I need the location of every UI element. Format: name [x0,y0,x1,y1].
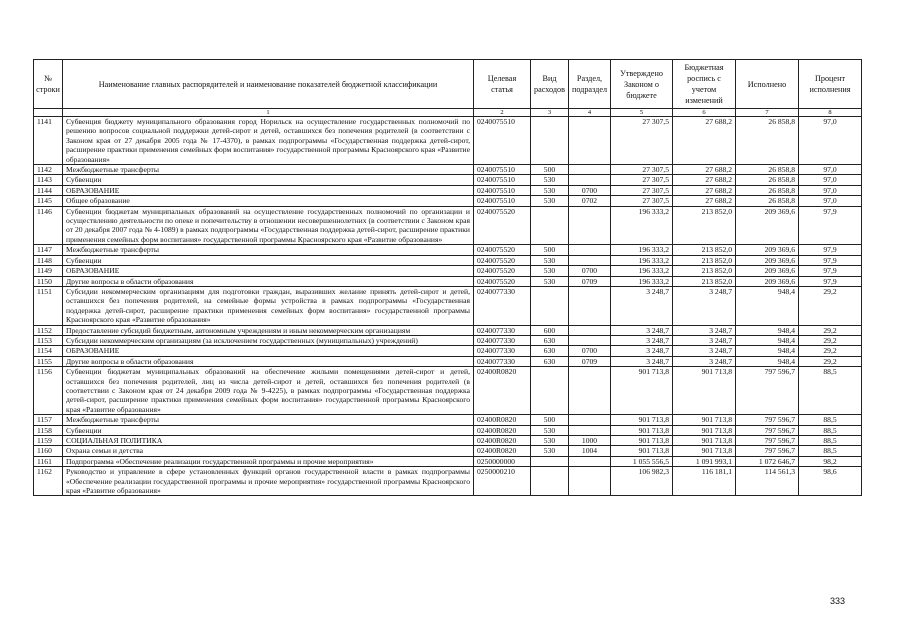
table-row [34,117,862,165]
approved-cell: 27 307,5 [611,165,673,175]
target-article-cell: 0240077330 [474,356,531,366]
executed-cell: 948,4 [736,356,799,366]
section-cell [569,415,611,425]
expense-type-cell: 530 [531,196,569,206]
target-article-cell: 02400R0820 [474,415,531,425]
row-number-cell: 1161 [34,456,63,466]
percent-cell: 97,0 [799,185,862,195]
name-cell: Субвенции [63,175,474,185]
expense-type-cell: 530 [531,276,569,286]
table-row [34,335,862,345]
percent-cell: 29,2 [799,346,862,356]
name-cell: Субвенции [63,425,474,435]
row-number-cell: 1143 [34,175,63,185]
section-cell [569,467,611,496]
approved-cell: 3 248,7 [611,325,673,335]
section-cell [569,335,611,345]
budget-schedule-cell: 1 091 993,1 [673,456,736,466]
approved-cell: 106 982,3 [611,467,673,496]
approved-cell: 901 713,8 [611,415,673,425]
approved-cell: 27 307,5 [611,117,673,165]
table-row [34,456,862,466]
expense-type-cell: 530 [531,266,569,276]
section-cell [569,245,611,255]
target-article-cell: 02400R0820 [474,446,531,456]
target-article-cell: 0250000210 [474,467,531,496]
percent-cell: 88,5 [799,425,862,435]
table-row [34,185,862,195]
percent-cell: 29,2 [799,325,862,335]
percent-cell: 88,5 [799,415,862,425]
percent-cell: 29,2 [799,335,862,345]
column-number [34,109,63,117]
expense-type-cell [531,467,569,496]
column-number: 3 [531,109,569,117]
section-cell: 0700 [569,346,611,356]
approved-cell: 196 333,2 [611,266,673,276]
name-cell: Межбюджетные трансферты [63,165,474,175]
budget-schedule-cell: 213 852,0 [673,266,736,276]
budget-schedule-cell: 3 248,7 [673,356,736,366]
section-cell: 0709 [569,356,611,366]
expense-type-cell: 500 [531,165,569,175]
table-row [34,206,862,245]
approved-cell: 27 307,5 [611,196,673,206]
section-cell: 1004 [569,446,611,456]
name-cell: Общее образование [63,196,474,206]
budget-schedule-cell: 27 688,2 [673,175,736,185]
section-cell: 0700 [569,266,611,276]
header-budget-schedule: Бюджетная роспись с учетом изменений [673,60,736,109]
executed-cell: 26 858,8 [736,165,799,175]
row-number-cell: 1155 [34,356,63,366]
executed-cell: 797 596,7 [736,446,799,456]
percent-cell: 97,0 [799,175,862,185]
expense-type-cell [531,456,569,466]
row-number-cell: 1141 [34,117,63,165]
executed-cell: 209 369,6 [736,245,799,255]
row-number-cell: 1158 [34,425,63,435]
percent-cell: 97,9 [799,266,862,276]
approved-cell: 3 248,7 [611,335,673,345]
column-number: 2 [474,109,531,117]
table-row [34,175,862,185]
expense-type-cell: 500 [531,245,569,255]
column-number: 8 [799,109,862,117]
name-cell: Субвенции бюджетам муниципальных образований на осуществление государственных полномочий по организации и осуществлению деятельности по опеке и попечительству в отношении несовершеннолетних (в соответствии с Законом края от 20 декабря 2007 года № 4-1089) в рамках подпрограммы «Государственная поддержка детей-сирот, расширение практики применения семейных форм воспитания» государственной программы Красноярского края «Развитие образования» [63,206,474,245]
page-number: 333 [830,596,846,606]
section-cell [569,175,611,185]
row-number-cell: 1159 [34,436,63,446]
approved-cell: 27 307,5 [611,185,673,195]
budget-schedule-cell: 27 688,2 [673,117,736,165]
header-expense-type: Вид расходов [531,60,569,109]
header-percent: Процент исполнения [799,60,862,109]
approved-cell: 196 333,2 [611,206,673,245]
approved-cell: 901 713,8 [611,436,673,446]
row-number-cell: 1156 [34,367,63,415]
table-body [34,117,862,496]
executed-cell: 797 596,7 [736,436,799,446]
expense-type-cell [531,206,569,245]
row-number-cell: 1145 [34,196,63,206]
target-article-cell: 02400R0820 [474,436,531,446]
executed-cell: 948,4 [736,335,799,345]
executed-cell: 26 858,8 [736,117,799,165]
budget-schedule-cell: 3 248,7 [673,346,736,356]
approved-cell: 1 055 556,5 [611,456,673,466]
target-article-cell: 0240077330 [474,286,531,325]
expense-type-cell: 530 [531,255,569,265]
table-row [34,165,862,175]
name-cell: Охрана семьи и детства [63,446,474,456]
expense-type-cell: 530 [531,436,569,446]
row-number-cell: 1146 [34,206,63,245]
target-article-cell: 0240075510 [474,175,531,185]
table-row [34,467,862,496]
target-article-cell: 0240075510 [474,165,531,175]
row-number-cell: 1147 [34,245,63,255]
approved-cell: 3 248,7 [611,346,673,356]
target-article-cell: 0240075520 [474,266,531,276]
expense-type-cell: 530 [531,425,569,435]
approved-cell: 196 333,2 [611,245,673,255]
budget-schedule-cell: 27 688,2 [673,185,736,195]
budget-schedule-cell: 27 688,2 [673,165,736,175]
percent-cell: 97,9 [799,255,862,265]
approved-cell: 3 248,7 [611,356,673,366]
budget-schedule-cell: 213 852,0 [673,276,736,286]
section-cell [569,456,611,466]
name-cell: ОБРАЗОВАНИЕ [63,346,474,356]
table-row [34,446,862,456]
target-article-cell: 0240075520 [474,276,531,286]
target-article-cell: 0240075510 [474,117,531,165]
column-number: 6 [673,109,736,117]
budget-schedule-cell: 116 181,1 [673,467,736,496]
executed-cell: 1 072 646,7 [736,456,799,466]
expense-type-cell: 630 [531,356,569,366]
header-name: Наименование главных распорядителей и наименование показателей бюджетной классификации [63,60,474,109]
budget-schedule-cell: 213 852,0 [673,255,736,265]
row-number-cell: 1149 [34,266,63,276]
table-row [34,325,862,335]
column-number: 7 [736,109,799,117]
row-number-cell: 1153 [34,335,63,345]
column-number: 5 [611,109,673,117]
executed-cell: 209 369,6 [736,276,799,286]
name-cell: Другие вопросы в области образования [63,356,474,366]
table-row [34,245,862,255]
name-cell: Субвенция бюджету муниципального образования город Норильск на осуществление государственных полномочий по решению вопросов социальной поддержки детей-сирот и детей, оставшихся без попечения родителей (в соответствии с Законом края от 27 декабря 2005 года № 17-4370), в рамках подпрограммы «Государственная поддержка детей-сирот, расширение практики применения семейных форм воспитания» государственной программы Красноярского края «Развитие образования» [63,117,474,165]
percent-cell: 98,6 [799,467,862,496]
percent-cell: 88,5 [799,436,862,446]
target-article-cell: 0240077330 [474,325,531,335]
section-cell [569,325,611,335]
row-number-cell: 1162 [34,467,63,496]
executed-cell: 26 858,8 [736,196,799,206]
name-cell: Межбюджетные трансферты [63,415,474,425]
section-cell: 0709 [569,276,611,286]
table-header [34,60,862,117]
table-row [34,436,862,446]
percent-cell: 97,9 [799,206,862,245]
header-executed: Исполнено [736,60,799,109]
table-row [34,346,862,356]
percent-cell: 88,5 [799,367,862,415]
table-row [34,356,862,366]
column-number: 1 [63,109,474,117]
table-row [34,266,862,276]
section-cell: 1000 [569,436,611,446]
row-number-cell: 1150 [34,276,63,286]
budget-schedule-cell: 901 713,8 [673,415,736,425]
section-cell: 0700 [569,185,611,195]
section-cell: 0702 [569,196,611,206]
expense-type-cell [531,117,569,165]
budget-schedule-cell: 901 713,8 [673,446,736,456]
table-row [34,196,862,206]
budget-schedule-cell: 901 713,8 [673,436,736,446]
row-number-cell: 1142 [34,165,63,175]
percent-cell: 97,0 [799,117,862,165]
executed-cell: 797 596,7 [736,367,799,415]
expense-type-cell: 600 [531,325,569,335]
executed-cell: 948,4 [736,346,799,356]
target-article-cell: 0240075520 [474,245,531,255]
executed-cell: 948,4 [736,325,799,335]
executed-cell: 797 596,7 [736,425,799,435]
expense-type-cell: 530 [531,446,569,456]
budget-execution-table [33,59,862,496]
table-row [34,276,862,286]
name-cell: ОБРАЗОВАНИЕ [63,185,474,195]
row-number-cell: 1157 [34,415,63,425]
name-cell: Субсидии некоммерческим организациям для подготовки граждан, выразивших желание принять детей-сирот и детей, оставшихся без попечения родителей, на семейные формы устройства в рамках подпрограммы «Государственная поддержка детей-сирот, расширение практики применения семейных форм воспитания» государственной программы Красноярского края «Развитие образования» [63,286,474,325]
approved-cell: 27 307,5 [611,175,673,185]
executed-cell: 948,4 [736,286,799,325]
executed-cell: 797 596,7 [736,415,799,425]
percent-cell: 29,2 [799,286,862,325]
name-cell: Подпрограмма «Обеспечение реализации государственной программы и прочие мероприятия» [63,456,474,466]
target-article-cell: 0240075510 [474,185,531,195]
approved-cell: 3 248,7 [611,286,673,325]
column-number: 4 [569,109,611,117]
section-cell [569,165,611,175]
executed-cell: 26 858,8 [736,175,799,185]
percent-cell: 29,2 [799,356,862,366]
section-cell [569,117,611,165]
header-target-article: Целевая статья [474,60,531,109]
row-number-cell: 1144 [34,185,63,195]
row-number-cell: 1151 [34,286,63,325]
expense-type-cell [531,367,569,415]
section-cell [569,255,611,265]
expense-type-cell: 630 [531,346,569,356]
target-article-cell: 02400R0820 [474,367,531,415]
row-number-cell: 1152 [34,325,63,335]
header-section: Раздел, подраздел [569,60,611,109]
section-cell [569,206,611,245]
target-article-cell: 02400R0820 [474,425,531,435]
header-approved: Утверждено Законом о бюджете [611,60,673,109]
section-cell [569,425,611,435]
percent-cell: 97,9 [799,245,862,255]
name-cell: Субвенции бюджетам муниципальных образований на обеспечение жилыми помещениями детей-сирот и детей, оставшихся без попечения родителей, лиц из числа детей-сирот и детей, оставшихся без попечения родителей (в соответствии с Законом края от 24 декабря 2009 года № 9-4225), в рамках подпрограммы «Государственная поддержка детей-сирот, расширение практики применения семейных форм воспитания» государственной программы Красноярского края «Развитие образования» [63,367,474,415]
name-cell: ОБРАЗОВАНИЕ [63,266,474,276]
section-cell [569,286,611,325]
table-row [34,286,862,325]
table-row [34,415,862,425]
column-number-row [34,109,862,117]
approved-cell: 901 713,8 [611,446,673,456]
name-cell: Предоставление субсидий бюджетным, автономным учреждениям и иным некоммерческим организациям [63,325,474,335]
budget-schedule-cell: 27 688,2 [673,196,736,206]
percent-cell: 98,2 [799,456,862,466]
target-article-cell: 0250000000 [474,456,531,466]
budget-schedule-cell: 3 248,7 [673,286,736,325]
budget-schedule-cell: 3 248,7 [673,325,736,335]
percent-cell: 97,0 [799,196,862,206]
expense-type-cell: 530 [531,185,569,195]
table-row [34,255,862,265]
row-number-cell: 1160 [34,446,63,456]
executed-cell: 114 561,3 [736,467,799,496]
name-cell: Другие вопросы в области образования [63,276,474,286]
target-article-cell: 0240077330 [474,335,531,345]
target-article-cell: 0240077330 [474,346,531,356]
percent-cell: 97,9 [799,276,862,286]
percent-cell: 88,5 [799,446,862,456]
row-number-cell: 1154 [34,346,63,356]
approved-cell: 196 333,2 [611,255,673,265]
name-cell: СОЦИАЛЬНАЯ ПОЛИТИКА [63,436,474,446]
expense-type-cell: 530 [531,175,569,185]
percent-cell: 97,0 [799,165,862,175]
name-cell: Межбюджетные трансферты [63,245,474,255]
approved-cell: 196 333,2 [611,276,673,286]
name-cell: Руководство и управление в сфере установленных функций органов государственной власти в рамках подпрограммы «Обеспечение реализации государственной программы и прочие мероприятия» государственной программы Красноярского края «Развитие образования» [63,467,474,496]
approved-cell: 901 713,8 [611,367,673,415]
executed-cell: 26 858,8 [736,185,799,195]
expense-type-cell: 500 [531,415,569,425]
section-cell [569,367,611,415]
budget-schedule-cell: 3 248,7 [673,335,736,345]
expense-type-cell [531,286,569,325]
table-row [34,367,862,415]
header-row [34,60,862,109]
target-article-cell: 0240075520 [474,255,531,265]
budget-schedule-cell: 901 713,8 [673,367,736,415]
table-row [34,425,862,435]
header-row-number: № строки [34,60,63,109]
expense-type-cell: 630 [531,335,569,345]
executed-cell: 209 369,6 [736,255,799,265]
name-cell: Субвенции [63,255,474,265]
budget-schedule-cell: 213 852,0 [673,245,736,255]
executed-cell: 209 369,6 [736,206,799,245]
row-number-cell: 1148 [34,255,63,265]
target-article-cell: 0240075510 [474,196,531,206]
budget-schedule-cell: 213 852,0 [673,206,736,245]
approved-cell: 901 713,8 [611,425,673,435]
budget-schedule-cell: 901 713,8 [673,425,736,435]
name-cell: Субсидии некоммерческим организациям (за исключением государственных (муниципальных) учреждений) [63,335,474,345]
executed-cell: 209 369,6 [736,266,799,276]
target-article-cell: 0240075520 [474,206,531,245]
